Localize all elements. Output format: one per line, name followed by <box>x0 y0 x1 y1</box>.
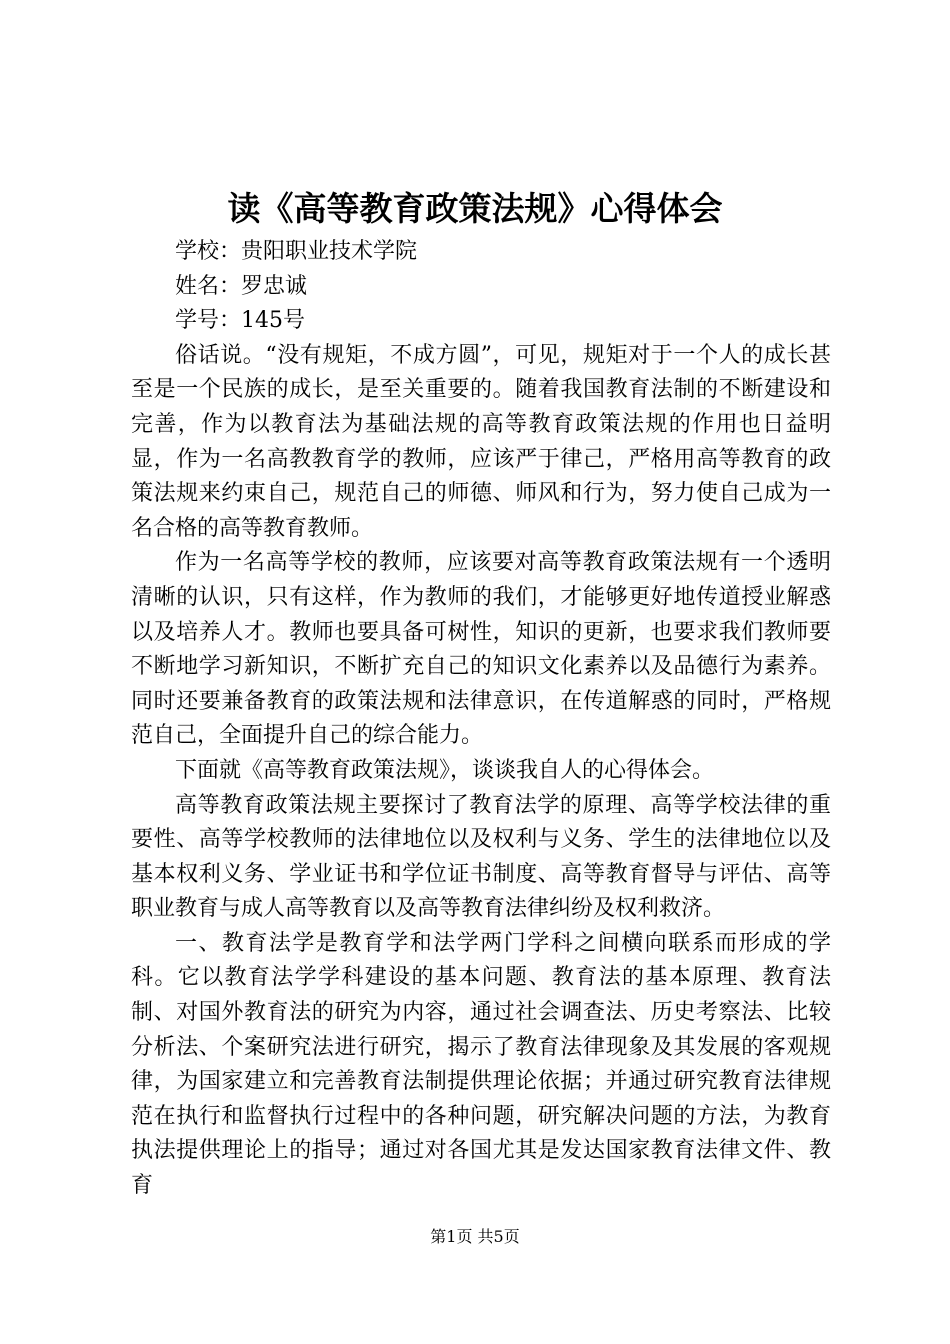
paragraph-3: 下面就《高等教育政策法规》，谈谈我自人的心得体会。 <box>175 757 715 783</box>
paragraph-4: 高等教育政策法规主要探讨了教育法学的原理、高等学校法律的重要性、高等学校教师的法律地位以及权利与义务、学生的法律地位以及基本权利义务、学业证书和学位证书制度、高等教育督导与评估、高等职业教育与成人高等教育以及高等教育法律纠纷及权利救济。 <box>131 792 831 922</box>
document-body <box>131 235 831 1204</box>
page-footer: 第1页 共5页 <box>430 1227 520 1246</box>
paragraph-1: 俗话说。“没有规矩，不成方圆”，可见，规矩对于一个人的成长甚至是一个民族的成长，是至关重要的。随着我国教育法制的不断建设和完善，作为以教育法为基础法规的高等教育政策法规的作用也日益明显，作为一名高教教育学的教师，应该严于律己，严格用高等教育的政策法规来约束自己，规范自己的师德、师风和行为，努力使自己成为一名合格的高等教育教师。 <box>131 342 831 541</box>
paragraph-2: 作为一名高等学校的教师，应该要对高等教育政策法规有一个透明清晰的认识，只有这样，作为教师的我们，才能够更好地传道授业解惑以及培养人才。教师也要具备可树性，知识的更新，也要求我们教师要不断地学习新知识，不断扩充自己的知识文化素养以及品德行为素养。同时还要兼备教育的政策法规和法律意识，在传道解惑的同时，严格规范自己，全面提升自己的综合能力。 <box>131 550 831 749</box>
student-id-line: 学号：145号 <box>175 308 305 334</box>
school-line: 学校：贵阳职业技术学院 <box>175 239 418 264</box>
paragraph-5: 一、教育法学是教育学和法学两门学科之间横向联系而形成的学科。它以教育法学学科建设的基本问题、教育法的基本原理、教育法制、对国外教育法的研究为内容，通过社会调查法、历史考察法、比较分析法、个案研究法进行研究，揭示了教育法律现象及其发展的客观规律，为国家建立和完善教育法制提供理论依据；并通过研究教育法律规范在执行和监督执行过程中的各种问题，研究解决问题的方法，为教育执法提供理论上的指导；通过对各国尤其是发达国家教育法律文件、教育 <box>131 930 831 1199</box>
name-line: 姓名：罗忠诚 <box>175 273 308 299</box>
document-title: 读《高等教育政策法规》心得体会 <box>227 189 723 228</box>
